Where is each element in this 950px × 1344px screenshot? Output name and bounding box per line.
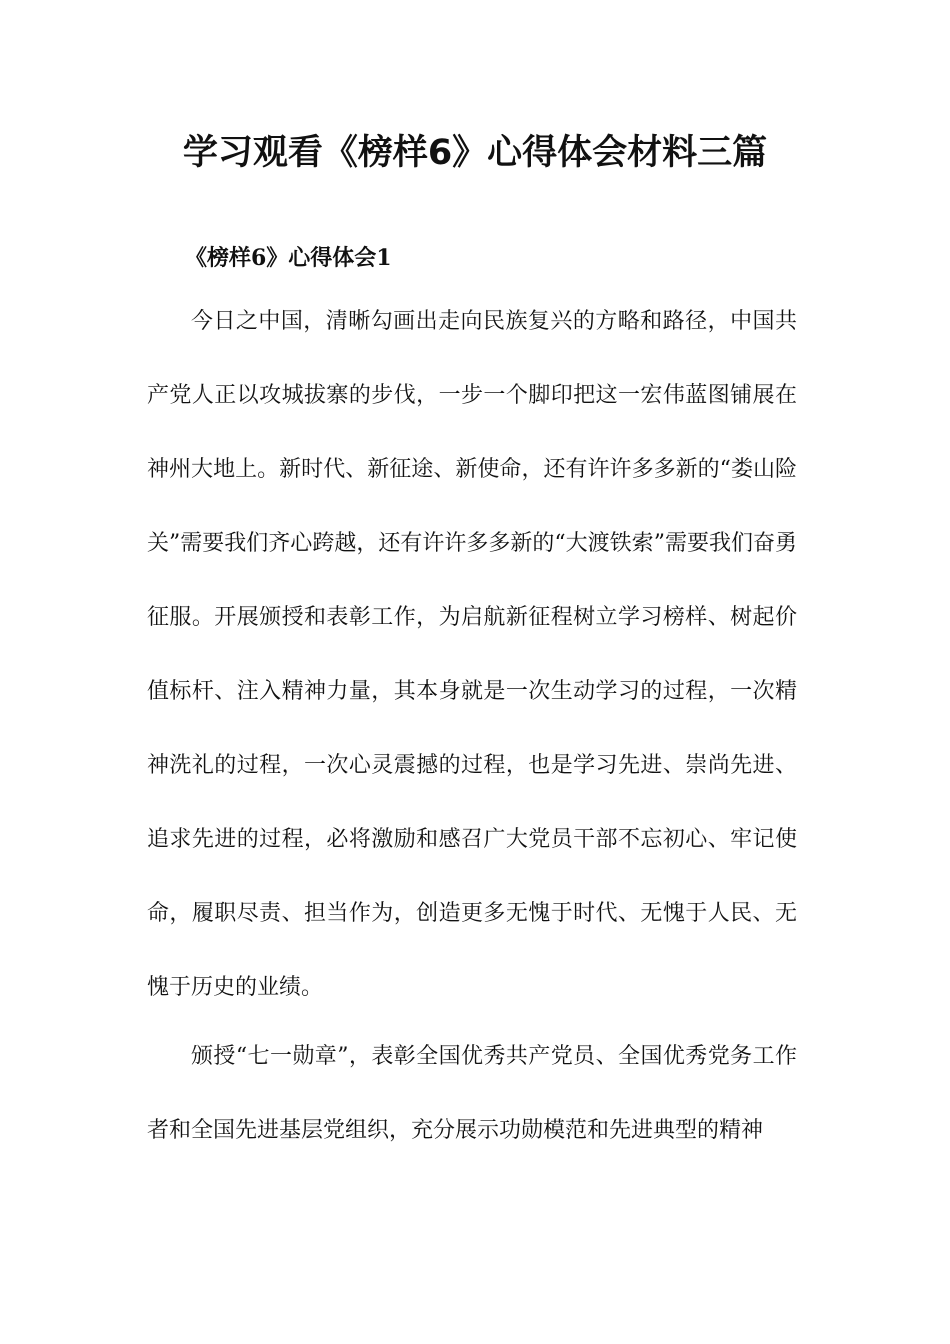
document-title: 学习观看《榜样6》心得体会材料三篇 [182,133,768,173]
body-paragraph-1: 今日之中国，清晰勾画出走向民族复兴的方略和路径，中国共产党人正以攻城拔寨的步伐，一步一个脚印把这一宏伟蓝图铺展在神州大地上。新时代、新征途、新使命，还有许许多多新的“娄山险关”需要我们齐心跨越，还有许许多多新的“大渡铁索”需要我们奋勇征服。开展颁授和表彰工作，为启航新征程树立学习榜样、树起价值标杆、注入精神力量，其本身就是一次生动学习的过程，一次精神洗礼的过程，一次心灵震撼的过程，也是学习先进、崇尚先进、追求先进的过程，必将激励和感召广大党员干部不忘初心、牢记使命，履职尽责、担当作为，创造更多无愧于时代、无愧于人民、无愧于历史的业绩。 [147,309,797,1000]
body-paragraph-2: 颁授“七一勋章”，表彰全国优秀共产党员、全国优秀党务工作者和全国先进基层党组织，充分展示功勋模范和先进典型的精神 [147,1044,797,1143]
section-heading: 《榜样6》心得体会1 [185,245,392,271]
